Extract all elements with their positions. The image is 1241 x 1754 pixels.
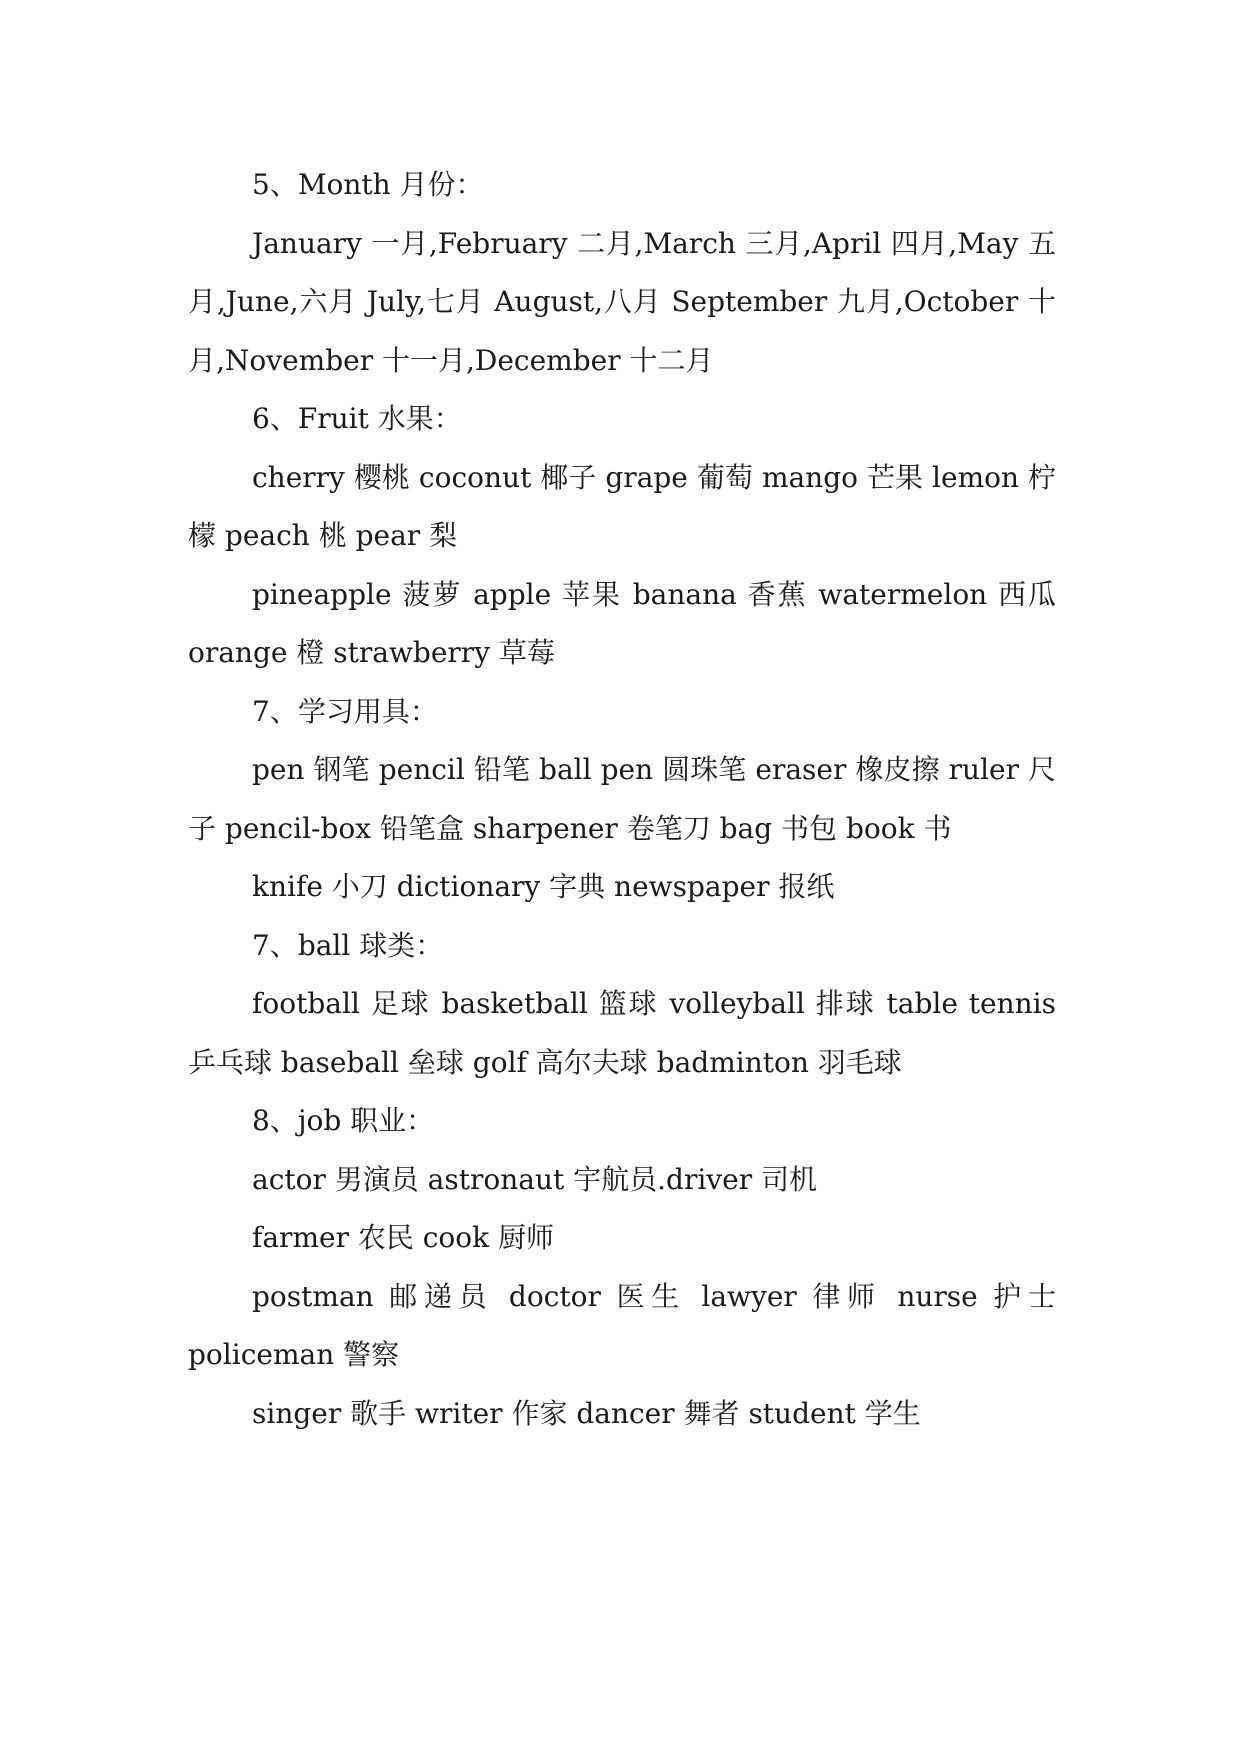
section-heading-ball: 7、ball 球类：	[252, 928, 444, 962]
job-vocabulary-paragraph-4: singer 歌手 writer 作家 dancer 舞者 student 学生	[252, 1396, 921, 1430]
month-vocabulary-paragraph: January 一月,February 二月,March 三月,April 四月,May 五月,June,六月 July,七月 August,八月 September 九月,October 十月,November 十一月,December 十二月	[188, 226, 1056, 377]
job-vocabulary-paragraph-3: postman 邮递员 doctor 医生 lawyer 律师 nurse 护士 policeman 警察	[188, 1279, 1056, 1371]
section-heading-fruit: 6、Fruit 水果：	[252, 402, 462, 435]
section-heading-job: 8、job 职业：	[252, 1104, 435, 1137]
ball-vocabulary-paragraph: football 足球 basketball 篮球 volleyball 排球 table tennis 乒乓球 baseball 垒球 golf 高尔夫球 badminton 羽毛球	[188, 987, 1056, 1079]
stationery-vocabulary-paragraph-2: knife 小刀 dictionary 字典 newspaper 报纸	[252, 870, 835, 903]
stationery-vocabulary-paragraph-1: pen 钢笔 pencil 铅笔 ball pen 圆珠笔 eraser 橡皮擦 ruler 尺子 pencil-box 铅笔盒 sharpener 卷笔刀 bag 书包 book 书	[188, 753, 1056, 845]
fruit-vocabulary-paragraph-1: cherry 樱桃 coconut 椰子 grape 葡萄 mango 芒果 lemon 柠檬 peach 桃 pear 梨	[188, 460, 1056, 552]
document-body	[188, 156, 1056, 1443]
section-heading-month: 5、Month 月份：	[252, 168, 484, 201]
job-vocabulary-paragraph-1: actor 男演员 astronaut 宇航员.driver 司机	[252, 1162, 817, 1196]
section-heading-stationery: 7、学习用具：	[252, 694, 438, 728]
job-vocabulary-paragraph-2: farmer 农民 cook 厨师	[252, 1221, 555, 1254]
fruit-vocabulary-paragraph-2: pineapple 菠萝 apple 苹果 banana 香蕉 watermelon 西瓜 orange 橙 strawberry 草莓	[188, 577, 1056, 669]
